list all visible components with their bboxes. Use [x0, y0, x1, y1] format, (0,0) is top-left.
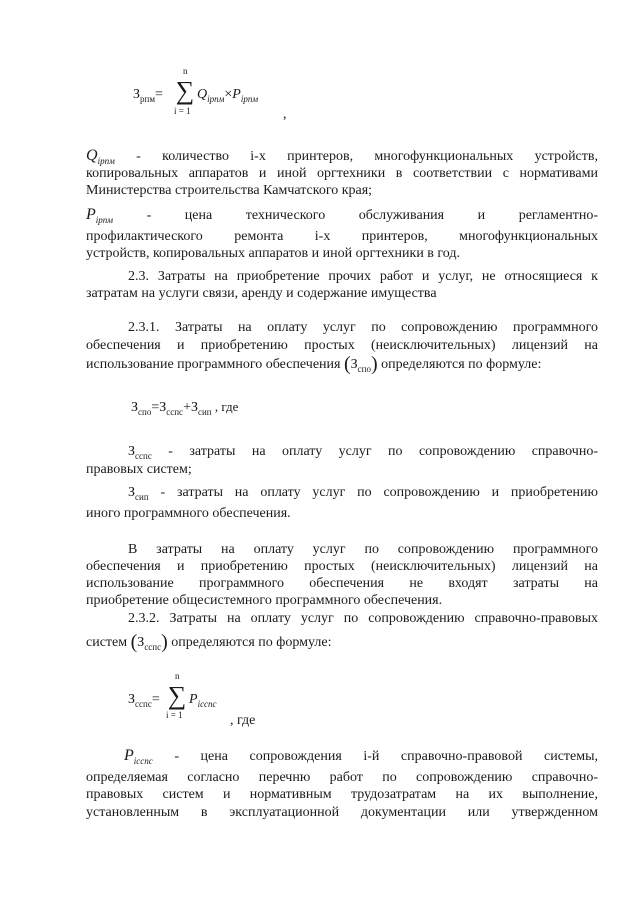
- sum-symbol: ∑: [175, 76, 195, 105]
- section-2-3-2: 2.3.2. Затраты на оплату услуг по сопровождению справочно-правовых: [128, 611, 598, 626]
- definition-p: $P_{iрпм}$ - цена технического обслуживания и регламентно-: [86, 206, 598, 225]
- document-page: $З_{рпм}=$ n ∑ i = 1 $Q_{iрпм}\times P_{iрпм}$ , $Q_{iрпм}$ - количество i-х принтеров, многофункциональных устройств, копировальных аппаратов и иной оргтехники в соответствии с нормативами Министерства строительства Камчатского края; $P_{iрпм}$ - цена технического обслуживания и регламентно- профилактического ремонта i-х принтеров, многофункциональных устройств, копировальных аппаратов и иной оргтехники в год. 2.3. Затраты на приобретение прочих работ и услуг, не относящиеся к затратам на услуги связи, аренду и содержание имущества 2.3.1. Затраты на оплату услуг по сопровождению программного обеспечения и приобретению простых (неисключительных) лицензий на использование программного обеспечения $(З_{спо})$ определяются по формуле: $З_{спо}=З_{сспс}+З_{сип}$ , где $З_{сспс}$ - затраты на оплату услуг по сопровождению справочно- правовых систем; $З_{сип}$ - затраты на оплату услуг по сопровождению и приобретению иного программного обеспечения. В затраты на оплату услуг по сопровождению программного обеспечения и приобретению простых (неисключительных) лицензий на использование программного обеспечения не входят затраты на приобретение общесистемного программного обеспечения. 2.3.2. Затраты на оплату услуг по сопровождению справочно-правовых систем $(З_{сспс})$ определяются по формуле: $З_{сспс}=$ n ∑ i = 1 $P_{iсспс}$ , где $P_{iсспс}$ - цена сопровождения i-й справочно-правовой системы, определяемая согласно перечню работ по сопровождению справочно- правовых систем и нормативным трудозатратам на их выполнение, установленным в эксплуатационной документации или утвержденном: [86, 66, 598, 820]
- section-2-3-heading: 2.3. Затраты на приобретение прочих работ и услуг, не относящиеся к: [128, 269, 598, 284]
- formula-lhs: З: [133, 87, 141, 102]
- paragraph-exclusions: В затраты на оплату услуг по сопровождению программного: [128, 542, 598, 557]
- section-2-3-1: 2.3.1. Затраты на оплату услуг по сопровождению программного: [128, 320, 598, 335]
- definition-q: $Q_{iрпм}$ - количество i-х принтеров, многофункциональных устройств,: [86, 147, 598, 166]
- definition-sspc: $З_{сспс}$ - затраты на оплату услуг по сопровождению справочно-: [128, 444, 598, 461]
- sum-upper-limit: n: [175, 671, 180, 681]
- formula-comma: ,: [283, 107, 287, 122]
- definition-sip: $З_{сип}$ - затраты на оплату услуг по сопровождению и приобретению: [128, 485, 598, 502]
- sum-upper-limit: n: [183, 66, 188, 76]
- sum-lower-limit: i = 1: [166, 710, 183, 720]
- sum-symbol: ∑: [167, 681, 187, 710]
- formula-spo: $З_{спо}=З_{сспс}+З_{сип}$ , где: [131, 399, 239, 417]
- sum-lower-limit: i = 1: [174, 106, 191, 116]
- definition-p-sspc: $P_{iсспс}$ - цена сопровождения i-й справочно-правовой системы,: [124, 747, 598, 766]
